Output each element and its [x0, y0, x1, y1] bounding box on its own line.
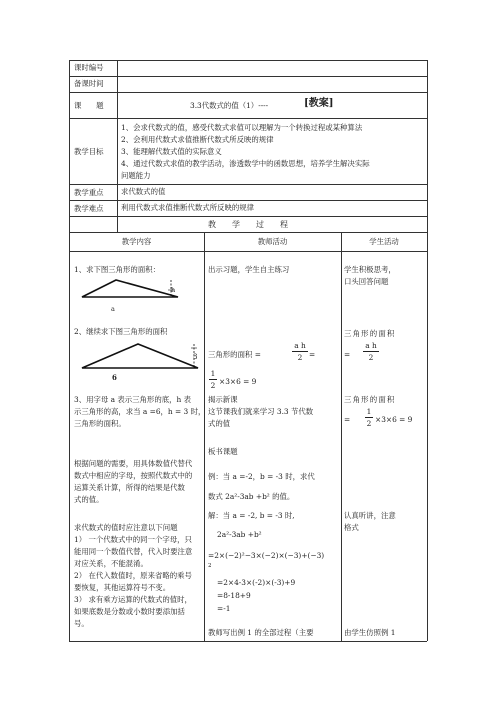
- definition-line: 根据问题的需要，用具体数值代替代: [74, 459, 193, 468]
- question-2: 2、继续求下图三角形的面积: [74, 327, 168, 336]
- student-area-fraction: [363, 341, 379, 362]
- notes-line: 2） 在代入数值时，原来省略的乘号: [74, 571, 192, 580]
- difficult-label: 教学难点: [74, 204, 104, 213]
- solution-step-2: =8-18+9: [217, 591, 251, 600]
- teacher-activity-4: 板书课题: [208, 447, 238, 456]
- teacher-activity-1: 出示习题，学生自主练习: [208, 265, 290, 274]
- area-equals: =: [309, 350, 316, 359]
- student-activity-4-line: 认真听讲，注意: [344, 511, 396, 520]
- student-activity-5: 由学生仿照例 1: [344, 628, 396, 637]
- teacher-activity-3-line: 式的值: [208, 419, 231, 428]
- area-fraction: [292, 341, 308, 362]
- notes-line: 对应关系，不能混淆。: [74, 559, 148, 568]
- definition-line: 运算关系计算，所得的结果是代数: [74, 483, 185, 492]
- col-student-header: 学生活动: [369, 237, 399, 246]
- triangle-2-h: 3: [193, 353, 198, 361]
- notes-line: 要恢复，其他运算符号不变。: [74, 583, 171, 592]
- key-value: 求代数式的值: [121, 187, 166, 196]
- topic-value: 3.3代数式的值（1）----: [190, 101, 269, 110]
- student-calc-fraction-num: 1: [366, 407, 372, 416]
- process-title: 教 学 过 程: [208, 220, 288, 229]
- teacher-activity-2: 揭示新课: [208, 395, 238, 404]
- triangle-1-h: h: [171, 286, 176, 294]
- student-activity-1-line: 学生积极思考，: [344, 265, 396, 274]
- student-activity-1-line: 口头回答问题: [344, 277, 389, 286]
- student-calc-equals: =: [344, 415, 351, 424]
- triangle-1-figure: [76, 276, 186, 316]
- difficult-value: 利用代数式求值推断代数式所反映的规律: [121, 203, 255, 212]
- calc-fraction: [209, 369, 217, 390]
- solution-expression: 2a²-3ab +b²: [217, 530, 262, 539]
- teacher-activity-3-line: 这节课我们就来学习 3.3 节代数: [208, 407, 314, 416]
- triangle-1-a: a: [111, 305, 115, 313]
- question-3-line: 三角形的面积。: [74, 419, 126, 428]
- notes-line: 号。: [74, 619, 89, 628]
- goal-item: 2、会利用代数式求值推断代数式所反映的规律: [121, 135, 274, 144]
- topic-label: 课 题: [74, 101, 104, 110]
- topic-tag: [教案]: [304, 98, 334, 109]
- student-area-equals: =: [344, 350, 351, 359]
- triangle-2-base: 6: [112, 373, 117, 382]
- student-area-fraction-num: a h: [365, 341, 377, 350]
- student-area-label: 三角形的面积: [344, 329, 396, 338]
- notes-line: 1） 一个代数式中的同一个字母，只: [74, 535, 192, 544]
- notes-title: 求代数式的值时应注意以下问题: [74, 523, 178, 532]
- notes-line: 能用同一个数值代替，代入时要注意: [74, 547, 193, 556]
- goal-item: 1、会求代数式的值，感受代数式求值可以理解为一个转换过程或某种算法: [121, 123, 363, 132]
- calc-fraction-num: 1: [210, 369, 216, 378]
- question-3-line: 3、用字母 a 表示三角形的底，h 表: [74, 395, 191, 404]
- notes-line: 3） 求有乘方运算的代数式的值时，: [74, 595, 192, 604]
- definition-line: 式的值。: [74, 495, 104, 504]
- student-calc-rest: ×3×6 = 9: [375, 415, 413, 424]
- triangle-2-figure: [76, 338, 206, 378]
- definition-line: 数式中相应的字母，按照代数式中的: [74, 471, 193, 480]
- solution-step-3: =-1: [217, 604, 231, 613]
- student-calc-fraction: [365, 407, 373, 428]
- goal-item: 3、能理解代数式值的实际意义: [121, 147, 222, 156]
- prep-time-label: 备课时间: [74, 79, 104, 88]
- example-line-1: 例：当 a =-2，b = -3 时，求代: [208, 472, 315, 481]
- col-teacher-header: 教师活动: [257, 237, 288, 246]
- area-formula-label: 三角形的面积 =: [208, 350, 261, 359]
- teacher-activity-5: 教师写出例 1 的全部过程（主要: [208, 628, 314, 637]
- solution-step-1: =2×4-3×(-2)×(-3)+9: [217, 578, 296, 587]
- solution-substitution-exponent: 2: [208, 563, 212, 569]
- student-activity-4-line: 格式: [344, 523, 359, 532]
- key-label: 教学重点: [74, 188, 104, 197]
- notes-line: 如果底数是分数或小数时要添加括: [74, 607, 185, 616]
- goal-item: 问题能力: [121, 171, 151, 180]
- course-no-label: 课时编号: [74, 63, 104, 72]
- area-fraction-den: 2: [297, 353, 303, 362]
- question-1: 1、求下图三角形的面积：: [74, 265, 161, 274]
- col-content-header: 教学内容: [121, 237, 152, 246]
- question-3-line: 示三角形的高，求当 a =6，h = 3 时，: [74, 407, 206, 416]
- goal-item: 4、通过代数式求值的教学活动，渗透数学中的函数思想，培养学生解决实际: [121, 159, 370, 168]
- example-line-2: 数式 2a²-3ab +b² 的值。: [208, 492, 295, 501]
- student-calc-fraction-den: 2: [366, 419, 372, 428]
- calc-rest: ×3×6 = 9: [219, 377, 257, 386]
- area-fraction-num: a h: [294, 341, 306, 350]
- solution-substitution: =2×(−2)²−3×(−2)×(−3)+(−3): [208, 551, 325, 560]
- calc-fraction-den: 2: [210, 381, 216, 390]
- student-calc-label: 三角形的面积: [344, 395, 396, 404]
- student-area-fraction-den: 2: [368, 353, 374, 362]
- goals-label: 教学目标: [74, 147, 104, 156]
- solution-line-1: 解：当 a = -2, b = -3 时,: [208, 511, 295, 520]
